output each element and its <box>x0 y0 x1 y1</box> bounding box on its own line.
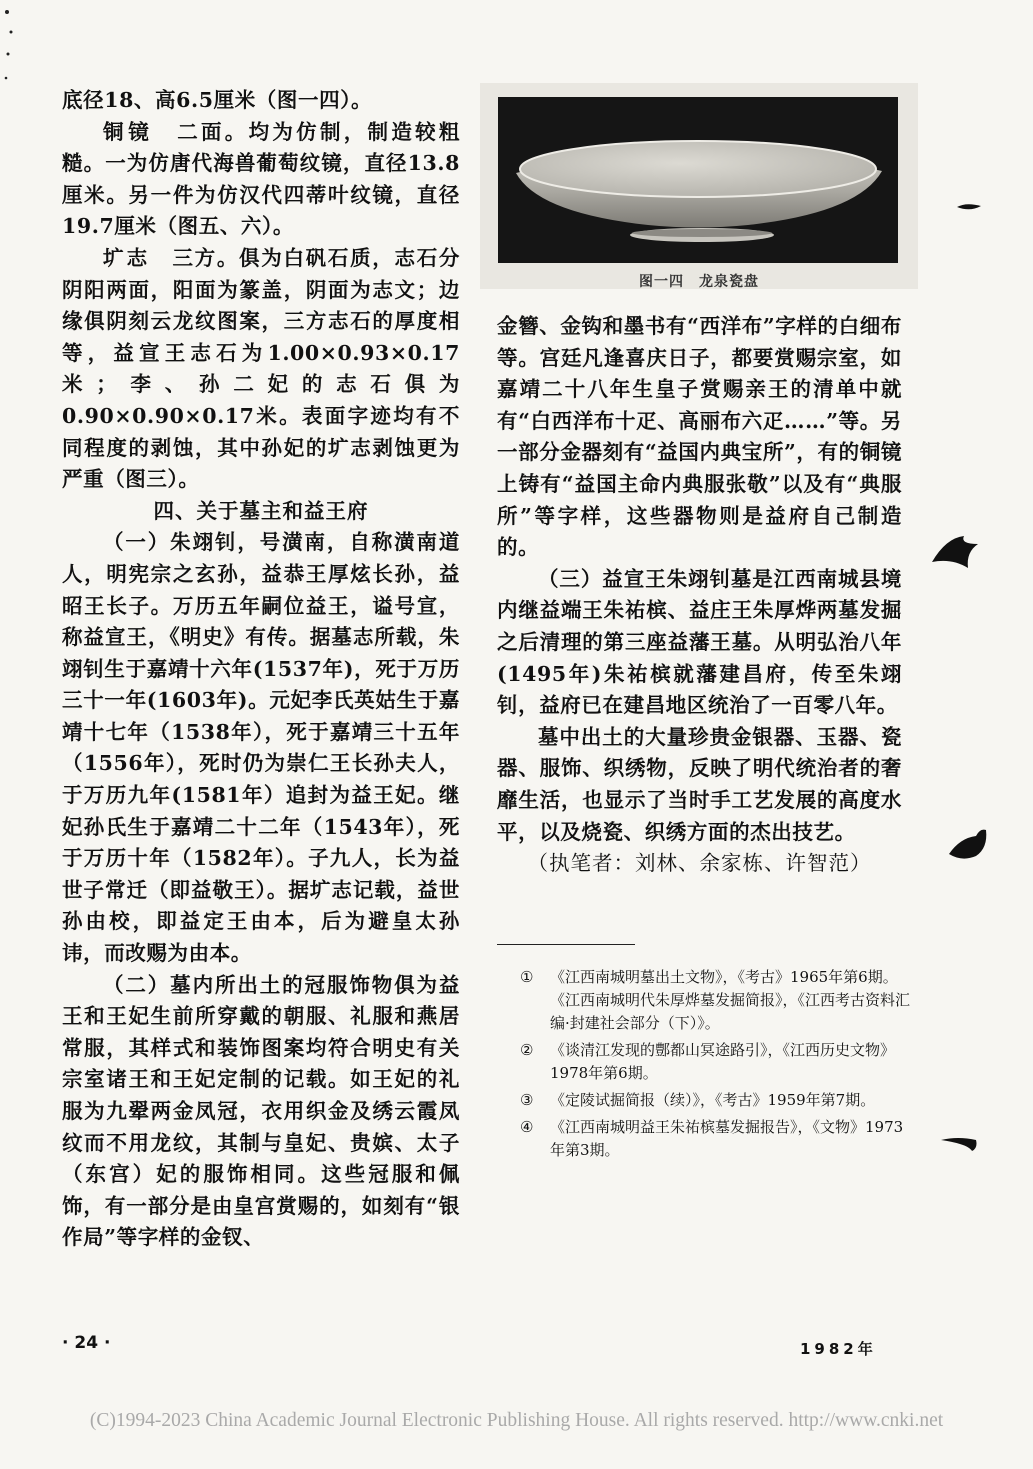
paragraph-tomb-owner: （一）朱翊钊，号潢南，自称潢南道人，明宪宗之玄孙，益恭王厚炫长孙，益昭王长子。万历五年嗣位益王，谥号宣，称益宣王，《明史》有传。据墓志所载，朱翊钊生于嘉靖十六年(1537年)，死于万历三十一年(1603年)。元妃李氏英姑生于嘉靖十七年（1538年），死于嘉靖三十五年（1556年），死时仍为崇仁王长孙夫人，于万历九年(1581年）追封为益王妃。继妃孙氏生于嘉靖二十二年（1543年），死于万历十年（1582年）。子九人，长为益世子常迁（即益敬王）。据圹志记载，益世孙由校，即益定王由本，后为避皇太孙讳，而改赐为由本。 <box>62 530 460 966</box>
footnote-3 <box>520 1089 910 1112</box>
ink-spot-artifact <box>956 200 982 214</box>
authors-line: （执笔者：刘林、余家栋、许智范） <box>527 851 872 876</box>
footnote-2-mark: ② <box>520 1041 534 1059</box>
footnote-2-text: 《谈清江发现的鄷都山冥途路引》，《江西历史文物》1978年第6期。 <box>550 1041 896 1082</box>
term-bronze-mirror: 铜镜 <box>103 119 154 144</box>
copyright-watermark: (C)1994-2023 China Academic Journal Electronic Publishing House. All rights reserved. http://www.cnki.net <box>89 1410 944 1431</box>
scan-edge-artifact <box>2 6 18 96</box>
left-column <box>62 85 460 1254</box>
figure-caption: 图一四 龙泉瓷盘 <box>639 274 759 290</box>
footnote-3-text: 《定陵试掘简报（续）》，《考古》1959年第7期。 <box>550 1091 876 1109</box>
paragraph-third-tomb: （三）益宣王朱翊钊墓是江西南城县境内继益端王朱祐槟、益庄王朱厚烨两墓发掘之后清理的第三座益藩王墓。从明弘治八年(1495年)朱祐槟就藩建昌府，传至朱翊钊，益府已在建昌地区统治了一百零八年。 <box>497 566 902 718</box>
celadon-plate-image <box>498 97 898 263</box>
footnote-4 <box>520 1116 910 1162</box>
text-epitaph: 三方。俱为白矾石质，志石分阴阳两面，阳面为篆盖，阴面为志文；边缘俱阴刻云龙纹图案，三方志石的厚度相等，益宣王志石为1.00×0.93×0.17米；李、孙二妃的志石俱为0.90×0.90×0.17米。表面字迹均有不同程度的剥蚀，其中孙妃的圹志剥蚀更为严重（图三）。 <box>62 245 460 492</box>
text-bronze-mirror: 二面。均为仿制，制造较粗糙。一为仿唐代海兽葡萄纹镜，直径13.8厘米。另一件为仿汉代四蒂叶纹镜，直径19.7厘米（图五、六）。 <box>62 119 460 239</box>
term-epitaph: 圹志 <box>103 245 151 270</box>
footnote-4-text: 《江西南城明益王朱祐槟墓发掘报告》，《文物》1973年第3期。 <box>550 1118 904 1159</box>
section-title: 四、关于墓主和益王府 <box>153 498 369 523</box>
page-number: · 24 · <box>62 1333 111 1353</box>
footnote-1-text: 《江西南城明墓出土文物》，《考古》1965年第6期。《江西南城明代朱厚烨墓发掘简报》，《江西考古资料汇编·封建社会部分（下）》。 <box>550 968 911 1032</box>
figure-14 <box>480 83 918 289</box>
celadon-plate-photo <box>498 97 898 263</box>
paragraph-epitaph <box>62 243 460 496</box>
footnotes <box>520 966 910 1166</box>
paragraph-bronze-mirrors <box>62 117 460 243</box>
ink-spot-artifact <box>930 532 980 572</box>
footnote-2 <box>520 1039 910 1085</box>
paragraph-base-size: 底径18、高6.5厘米（图一四）。 <box>62 88 373 112</box>
ink-spot-artifact <box>946 826 990 866</box>
right-column <box>497 311 902 880</box>
paragraph-gold-hairpins: 金簪、金钩和墨书有“西洋布”字样的白细布等。宫廷凡逢喜庆日子，都要赏赐宗室，如嘉靖二十八年生皇子赏赐亲王的清单中就有“白西洋布十疋、高丽布六疋……”等。另一部分金器刻有“益国内典宝所”，有的铜镜上铸有“益国主命内典服张敬”以及有“典服所”等字样，这些器物则是益府自己制造的。 <box>497 314 902 560</box>
footnote-1 <box>520 966 910 1035</box>
paragraph-conclusion: 墓中出土的大量珍贵金银器、玉器、瓷器、服饰、织绣物，反映了明代统治者的奢靡生活，也显示了当时手工艺发展的高度水平，以及烧瓷、织绣方面的杰出技艺。 <box>497 724 902 844</box>
footnote-1-mark: ① <box>520 968 534 986</box>
footnote-divider <box>497 944 635 945</box>
ink-spot-artifact <box>940 1134 980 1154</box>
issue-year: 1982年 <box>800 1340 877 1358</box>
paragraph-costumes: （二）墓内所出土的冠服饰物俱为益王和王妃生前所穿戴的朝服、礼服和燕居常服，其样式和装饰图案均符合明史有关宗室诸王和王妃定制的记载。如王妃的礼服为九翚两金凤冠，衣用织金及绣云霞凤纹而不用龙纹，其制与皇妃、贵嫔、太子（东宫）妃的服饰相同。这些冠服和佩饰，有一部分是由皇宫赏赐的，如刻有“银作局”等字样的金钗、 <box>62 972 460 1250</box>
footnote-4-mark: ④ <box>520 1118 534 1136</box>
footnote-3-mark: ③ <box>520 1091 534 1109</box>
